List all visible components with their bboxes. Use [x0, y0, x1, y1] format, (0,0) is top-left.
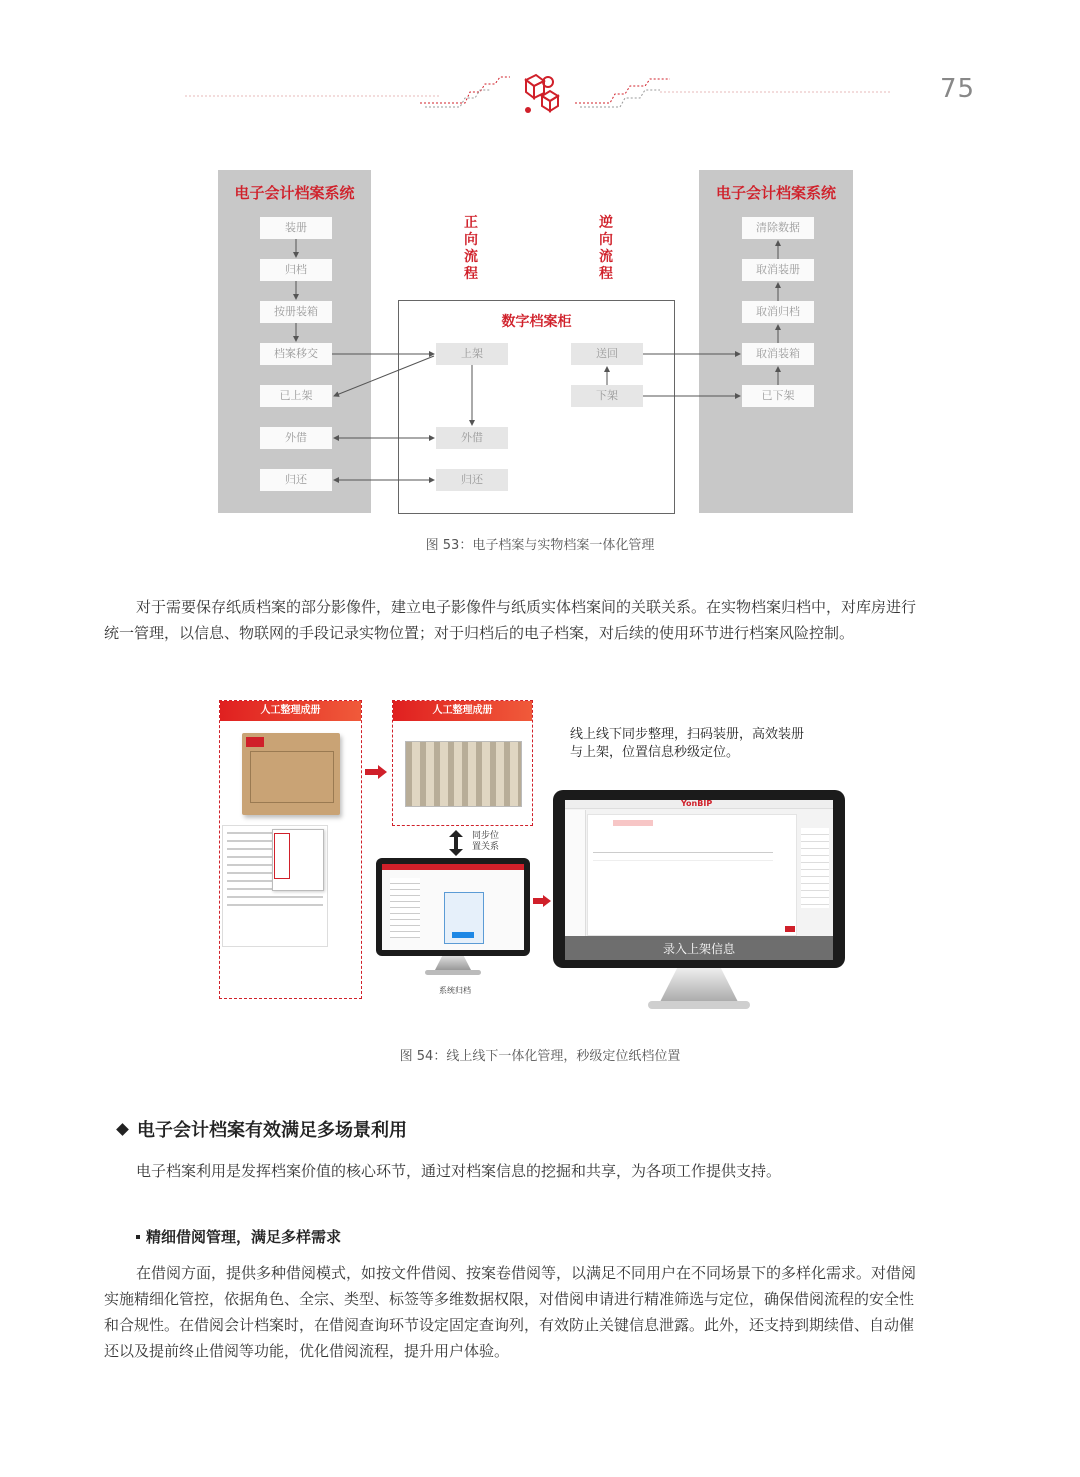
- paragraph-line: 和合规性。在借阅会计档案时，在借阅查询环节设定固定查询列，有效防止关键信息泄露。此外，还支持到期续借、自动催: [104, 1316, 915, 1334]
- shelves-image: [405, 741, 522, 807]
- left-item: 装册: [260, 217, 332, 239]
- right-item: 已下架: [742, 385, 814, 407]
- figure53-caption: 图 53：电子档案与实物档案一体化管理: [425, 538, 655, 553]
- yonbip-brand: YonBIP: [681, 799, 713, 808]
- paragraph-line: 实施精细化管控，依据角色、全宗、类型、标签等多维数据权限，对借阅申请进行精准筛选与定位，确保借阅流程的安全性: [104, 1290, 915, 1308]
- cabinet-item: 下架: [571, 385, 643, 407]
- cabinet-item: 归还: [436, 469, 508, 491]
- small-monitor-base: [425, 970, 481, 975]
- archive-folder-image: [242, 733, 340, 815]
- page-number: 75: [940, 74, 976, 104]
- small-monitor-screen: [382, 864, 524, 950]
- right-arrow-icon: [365, 764, 387, 778]
- cabinet-item: 外借: [436, 427, 508, 449]
- paragraph-line: 对于需要保存纸质档案的部分影像件，建立电子影像件与纸质实体档案间的关联关系。在实物档案归档中，对库房进行: [136, 598, 917, 616]
- small-monitor-stand: [435, 956, 471, 970]
- figure54-caption: 图 54：线上线下一体化管理，秒级定位纸档位置: [399, 1049, 681, 1064]
- diamond-bullet-icon: [116, 1123, 129, 1136]
- cabinet-item: 上架: [436, 343, 508, 365]
- left-item: 档案移交: [260, 343, 332, 365]
- big-monitor-screen: [565, 800, 833, 960]
- section-heading: [118, 1116, 407, 1142]
- card-header: 人工整理成册: [220, 701, 361, 721]
- cabinet-item: 送回: [571, 343, 643, 365]
- big-monitor-stand: [660, 968, 738, 1002]
- right-panel-title: 电子会计档案系统: [715, 184, 836, 202]
- big-monitor: [553, 790, 845, 968]
- left-item: 归档: [260, 259, 332, 281]
- sync-arrow-icon: [449, 830, 463, 856]
- left-item: 按册装箱: [260, 301, 332, 323]
- submenu-highlight: [274, 833, 290, 879]
- figure54-description: 线上线下同步整理，扫码装册，高效装册 与上架，位置信息秒级定位。: [570, 727, 805, 760]
- paragraph-line: 还以及提前终止借阅等功能，优化借阅流程，提升用户体验。: [104, 1342, 510, 1360]
- section-intro: 电子档案利用是发挥档案价值的核心环节，通过对档案信息的挖掘和共享，为各项工作提供支持。: [136, 1162, 782, 1180]
- sub-heading: 精细借阅管理，满足多样需求: [136, 1226, 341, 1247]
- right-item: 取消归档: [742, 301, 814, 323]
- forward-flow-label: 正 向 流 程: [464, 215, 478, 282]
- shelving-card: [392, 700, 533, 826]
- right-item: 清除数据: [742, 217, 814, 239]
- square-bullet-icon: [136, 1235, 140, 1239]
- left-panel-title: 电子会计档案系统: [234, 184, 355, 202]
- section-title: 电子会计档案有效满足多场景利用: [137, 1120, 407, 1141]
- sync-label: 同步位 置关系: [472, 831, 500, 852]
- paragraph-1: [104, 594, 984, 646]
- big-monitor-base: [648, 1001, 750, 1009]
- cabinet-title: 数字档案柜: [501, 314, 572, 330]
- small-monitor-label: 系统归档: [439, 986, 471, 995]
- small-monitor: [376, 858, 530, 956]
- paragraph-line: 在借阅方面，提供多种借阅模式，如按文件借阅、按案卷借阅等，以满足不同用户在不同场景下的多样化需求。对借阅: [136, 1264, 917, 1282]
- cubes-logo-icon: [512, 72, 564, 116]
- manual-binding-card: [219, 700, 362, 999]
- right-item: 取消装箱: [742, 343, 814, 365]
- left-item: 归还: [260, 469, 332, 491]
- section-body: [104, 1260, 984, 1364]
- big-monitor-label: 录入上架信息: [662, 942, 735, 956]
- left-item: 外借: [260, 427, 332, 449]
- left-item: 已上架: [260, 385, 332, 407]
- right-arrow-icon: [533, 892, 551, 904]
- paragraph-line: 统一管理，以信息、物联网的手段记录实物位置；对于归档后的电子档案，对后续的使用环节进行档案风险控制。: [104, 624, 855, 642]
- reverse-flow-label: 逆 向 流 程: [599, 215, 613, 282]
- card-header: 人工整理成册: [393, 701, 532, 721]
- right-item: 取消装册: [742, 259, 814, 281]
